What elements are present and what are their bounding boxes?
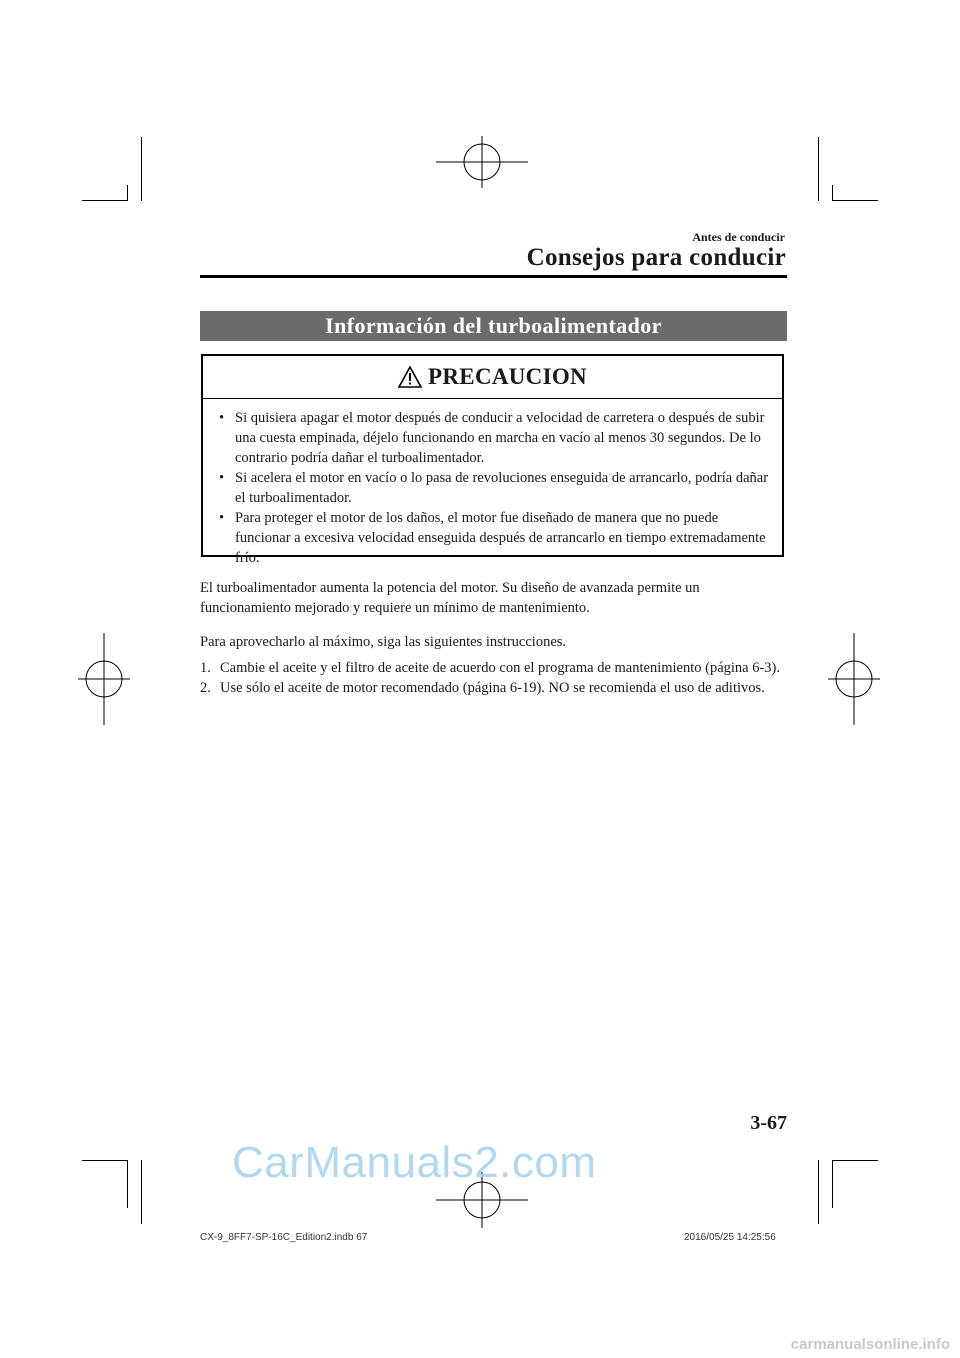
- bullet-icon: •: [219, 510, 225, 526]
- crop-mark: [832, 185, 833, 200]
- caution-header: [203, 356, 782, 399]
- crop-mark: [818, 137, 819, 201]
- section-title: Consejos para conducir: [526, 244, 786, 271]
- crop-mark: [832, 1160, 878, 1161]
- crop-mark: [832, 200, 878, 201]
- caution-title: PRECAUCION: [428, 364, 587, 389]
- crop-mark: [832, 1160, 833, 1208]
- caution-item: • Si acelera el motor en vacío o lo pasa de revoluciones enseguida de arrancarlo, podría dañar el turboalimentador.: [219, 470, 769, 506]
- list-item: 1. Cambie el aceite y el filtro de aceite de acuerdo con el programa de mantenimiento (página 6-3).: [200, 660, 781, 676]
- body-paragraph: Para aprovecharlo al máximo, siga las siguientes instrucciones.: [200, 634, 567, 650]
- crop-mark: [141, 137, 142, 201]
- header-rule: [200, 275, 787, 278]
- site-watermark: carmanualsonline.info: [790, 1336, 950, 1353]
- caution-box: [201, 354, 784, 566]
- body-paragraph: El turboalimentador aumenta la potencia del motor. Su diseño de avanzada permite un funcionamiento mejorado y requiere un mínimo de mantenimiento.: [200, 580, 700, 616]
- crop-mark: [82, 1160, 128, 1161]
- chapter-label: Antes de conducir: [692, 230, 785, 244]
- crop-mark: [127, 1160, 128, 1208]
- warning-triangle-icon: [398, 366, 422, 388]
- registration-mark-icon: [78, 633, 130, 725]
- list-item: 2. Use sólo el aceite de motor recomendado (página 6-19). NO se recomienda el uso de aditivos.: [200, 680, 765, 696]
- registration-mark-icon: [828, 633, 880, 725]
- caution-item: • Para proteger el motor de los daños, el motor fue diseñado de manera que no puede funcionar a excesiva velocidad enseguida después de arrancarlo en tiempo extremadamente frío.: [219, 510, 766, 566]
- registration-mark-icon: [436, 136, 528, 188]
- topic-title: Información del turboalimentador: [200, 311, 787, 341]
- crop-mark: [818, 1160, 819, 1224]
- watermark: CarManuals2.com: [232, 1138, 597, 1187]
- bullet-icon: •: [219, 470, 225, 486]
- crop-mark: [141, 1160, 142, 1224]
- crop-mark: [127, 185, 128, 200]
- caution-item: • Si quisiera apagar el motor después de conducir a velocidad de carretera o después de subir una cuesta empinada, déjelo funcionando en marcha en vacío al menos 30 segundos. De lo contrario podría dañar el turboalimentador.: [219, 410, 765, 466]
- footer-timestamp: 2016/05/25 14:25:56: [684, 1232, 776, 1243]
- crop-mark: [82, 200, 128, 201]
- instruction-list: [200, 658, 790, 698]
- bullet-icon: •: [219, 410, 225, 426]
- page-number: 3-67: [750, 1112, 787, 1134]
- caution-list: [217, 408, 777, 568]
- footer-file-name: CX-9_8FF7-SP-16C_Edition2.indb 67: [200, 1232, 368, 1243]
